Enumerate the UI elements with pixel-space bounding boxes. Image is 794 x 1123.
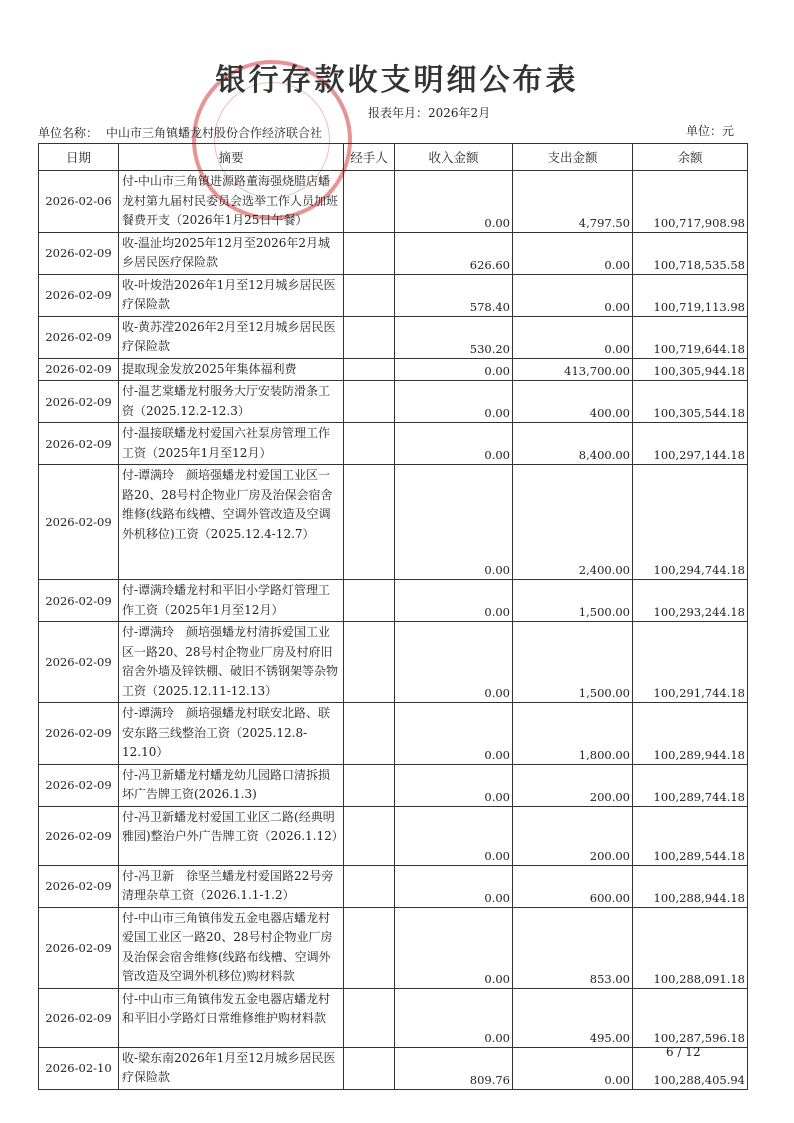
cell-expense: 8,400.00 [513, 423, 633, 465]
cell-income: 0.00 [395, 988, 513, 1047]
cell-person [344, 907, 395, 988]
table-row [39, 358, 748, 381]
cell-balance: 100,291,744.18 [633, 622, 748, 703]
cell-balance: 100,294,744.18 [633, 465, 748, 580]
currency-unit: 单位：元 [686, 124, 735, 138]
cell-desc: 付-中山市三角镇进源路董海强烧腊店蟠龙村第九届村民委员会选举工作人员加班餐费开支（2026年1月25日午餐） [119, 171, 344, 233]
cell-date: 2026-02-09 [39, 423, 119, 465]
col-header-balance: 余额 [633, 144, 748, 171]
cell-date: 2026-02-09 [39, 316, 119, 358]
cell-income: 0.00 [395, 465, 513, 580]
cell-desc: 收-黄苏滢2026年2月至12月城乡居民医疗保险款 [119, 316, 344, 358]
cell-desc: 收-温沚均2025年12月至2026年2月城乡居民医疗保险款 [119, 232, 344, 274]
cell-income: 0.00 [395, 171, 513, 233]
cell-person [344, 423, 395, 465]
cell-income: 0.00 [395, 580, 513, 622]
cell-expense: 600.00 [513, 865, 633, 907]
cell-date: 2026-02-09 [39, 622, 119, 703]
table-row [39, 1047, 748, 1089]
cell-desc: 提取现金发放2025年集体福利费 [119, 358, 344, 381]
cell-date: 2026-02-06 [39, 171, 119, 233]
table-row [39, 381, 748, 423]
cell-desc: 付-冯卫新蟠龙村蟠龙幼儿园路口清拆损坏广告牌工资(2026.1.3) [119, 764, 344, 806]
cell-expense: 0.00 [513, 232, 633, 274]
cell-date: 2026-02-09 [39, 907, 119, 988]
cell-expense: 0.00 [513, 274, 633, 316]
page-title: 银行存款收支明细公布表 [215, 63, 579, 98]
cell-income: 0.00 [395, 907, 513, 988]
cell-income: 0.00 [395, 358, 513, 381]
col-header-desc: 摘要 [119, 144, 344, 171]
cell-expense: 1,500.00 [513, 580, 633, 622]
cell-balance: 100,289,544.18 [633, 806, 748, 865]
cell-person [344, 358, 395, 381]
cell-person [344, 580, 395, 622]
cell-date: 2026-02-09 [39, 274, 119, 316]
unit-name-value: 中山市三角镇蟠龙村股份合作经济联合社 [106, 126, 323, 140]
table-row [39, 232, 748, 274]
table-row [39, 907, 748, 988]
cell-date: 2026-02-09 [39, 865, 119, 907]
cell-balance: 100,718,535.58 [633, 232, 748, 274]
table-row [39, 423, 748, 465]
page-number: 6 / 12 [666, 1045, 701, 1059]
cell-expense: 0.00 [513, 1047, 633, 1089]
cell-desc: 付-冯卫新蟠龙村爱国工业区二路(经典明雅园)整治户外广告牌工资（2026.1.12） [119, 806, 344, 865]
table-row [39, 316, 748, 358]
table-row [39, 171, 748, 233]
cell-expense: 0.00 [513, 316, 633, 358]
cell-expense: 413,700.00 [513, 358, 633, 381]
cell-person [344, 988, 395, 1047]
cell-balance: 100,719,644.18 [633, 316, 748, 358]
cell-date: 2026-02-09 [39, 358, 119, 381]
period-value: 2026年2月 [428, 106, 491, 120]
cell-balance: 100,288,405.94 [633, 1047, 748, 1089]
table-row [39, 580, 748, 622]
unit-name-line [38, 124, 322, 141]
cell-desc: 付-谭满玲蟠龙村和平旧小学路灯管理工作工资（2025年1月至12月） [119, 580, 344, 622]
cell-person [344, 381, 395, 423]
table-row [39, 988, 748, 1047]
table-row [39, 465, 748, 580]
cell-income: 626.60 [395, 232, 513, 274]
cell-desc: 收-梁东南2026年1月至12月城乡居民医疗保险款 [119, 1047, 344, 1089]
cell-person [344, 703, 395, 765]
cell-desc: 付-谭满玲 颜培强蟠龙村联安北路、联安东路三线整治工资（2025.12.8-12.10） [119, 703, 344, 765]
cell-expense: 1,500.00 [513, 622, 633, 703]
cell-person [344, 622, 395, 703]
cell-date: 2026-02-09 [39, 381, 119, 423]
cell-expense: 853.00 [513, 907, 633, 988]
cell-balance: 100,719,113.98 [633, 274, 748, 316]
cell-expense: 4,797.50 [513, 171, 633, 233]
cell-person [344, 865, 395, 907]
cell-desc: 付-谭满玲 颜培强蟠龙村清拆爱国工业区一路20、28号村企物业厂房及村府旧宿舍外墙及锌铁棚、破旧不锈钢架等杂物工资（2025.12.11-12.13） [119, 622, 344, 703]
cell-balance: 100,717,908.98 [633, 171, 748, 233]
cell-desc: 付-温接联蟠龙村爱国六社泵房管理工作工资（2025年1月至12月） [119, 423, 344, 465]
cell-desc: 付-谭满玲 颜培强蟠龙村爱国工业区一路20、28号村企物业厂房及治保会宿舍维修(线路布线槽、空调外管改造及空调外机移位)工资（2025.12.4-12.7） [119, 465, 344, 580]
table-row [39, 764, 748, 806]
cell-person [344, 465, 395, 580]
cell-balance: 100,289,944.18 [633, 703, 748, 765]
cell-person [344, 274, 395, 316]
col-header-income: 收入金额 [395, 144, 513, 171]
cell-date: 2026-02-09 [39, 465, 119, 580]
period-label: 报表年月： [368, 106, 429, 120]
cell-expense: 200.00 [513, 806, 633, 865]
cell-income: 0.00 [395, 423, 513, 465]
cell-balance: 100,288,944.18 [633, 865, 748, 907]
cell-desc: 付-冯卫新 徐坚兰蟠龙村爱国路22号旁清理杂草工资（2026.1.1-1.2） [119, 865, 344, 907]
cell-desc: 付-温艺棠蟠龙村服务大厅安装防滑条工资（2025.12.2-12.3） [119, 381, 344, 423]
cell-balance: 100,287,596.18 [633, 988, 748, 1047]
cell-income: 0.00 [395, 806, 513, 865]
cell-expense: 200.00 [513, 764, 633, 806]
cell-date: 2026-02-09 [39, 806, 119, 865]
cell-person [344, 232, 395, 274]
col-header-person: 经手人 [344, 144, 395, 171]
cell-balance: 100,288,091.18 [633, 907, 748, 988]
cell-income: 0.00 [395, 865, 513, 907]
cell-expense: 495.00 [513, 988, 633, 1047]
table-row [39, 274, 748, 316]
cell-balance: 100,305,544.18 [633, 381, 748, 423]
report-period [368, 104, 490, 121]
cell-person [344, 764, 395, 806]
unit-name-label: 单位名称： [38, 126, 99, 140]
cell-desc: 收-叶焌浩2026年1月至12月城乡居民医疗保险款 [119, 274, 344, 316]
cell-date: 2026-02-10 [39, 1047, 119, 1089]
cell-balance: 100,297,144.18 [633, 423, 748, 465]
table-row [39, 703, 748, 765]
table-header-row [39, 144, 748, 171]
cell-income: 530.20 [395, 316, 513, 358]
cell-person [344, 171, 395, 233]
cell-expense: 400.00 [513, 381, 633, 423]
col-header-date: 日期 [39, 144, 119, 171]
cell-date: 2026-02-09 [39, 764, 119, 806]
cell-income: 578.40 [395, 274, 513, 316]
table-row [39, 622, 748, 703]
cell-desc: 付-中山市三角镇伟发五金电器店蟠龙村爱国工业区一路20、28号村企物业厂房及治保会宿舍维修(线路布线槽、空调外管改造及空调外机移位)购材料款 [119, 907, 344, 988]
cell-balance: 100,293,244.18 [633, 580, 748, 622]
col-header-expense: 支出金额 [513, 144, 633, 171]
cell-date: 2026-02-09 [39, 580, 119, 622]
cell-person [344, 316, 395, 358]
ledger-table [38, 143, 748, 1090]
cell-date: 2026-02-09 [39, 988, 119, 1047]
cell-balance: 100,305,944.18 [633, 358, 748, 381]
cell-income: 809.76 [395, 1047, 513, 1089]
cell-balance: 100,289,744.18 [633, 764, 748, 806]
table-row [39, 806, 748, 865]
cell-date: 2026-02-09 [39, 703, 119, 765]
cell-income: 0.00 [395, 622, 513, 703]
cell-desc: 付-中山市三角镇伟发五金电器店蟠龙村和平旧小学路灯日常维修维护购材料款 [119, 988, 344, 1047]
cell-income: 0.00 [395, 381, 513, 423]
cell-income: 0.00 [395, 703, 513, 765]
cell-expense: 1,800.00 [513, 703, 633, 765]
cell-date: 2026-02-09 [39, 232, 119, 274]
cell-expense: 2,400.00 [513, 465, 633, 580]
table-row [39, 865, 748, 907]
cell-person [344, 806, 395, 865]
cell-person [344, 1047, 395, 1089]
cell-income: 0.00 [395, 764, 513, 806]
